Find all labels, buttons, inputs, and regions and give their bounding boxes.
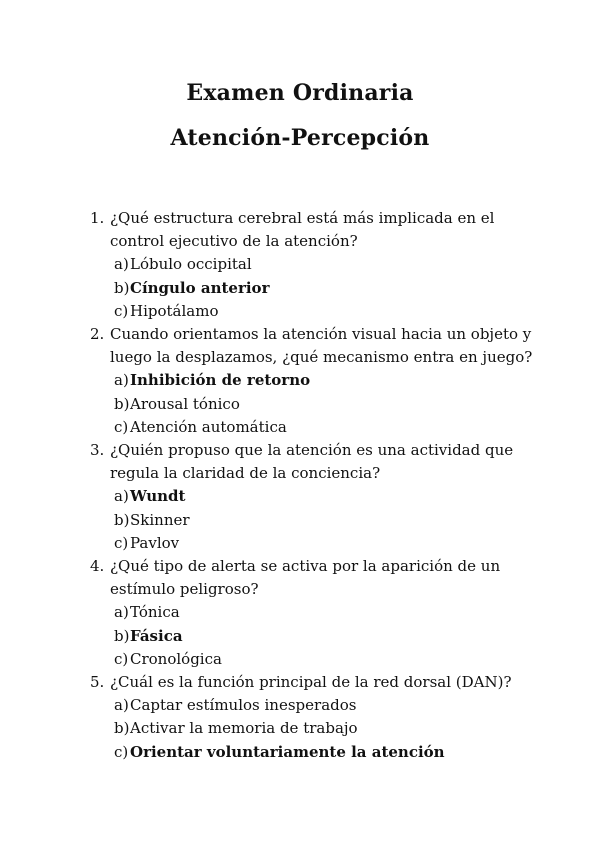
question-item — [90, 323, 550, 439]
question-item — [90, 207, 550, 323]
option-letter: a) — [114, 696, 129, 715]
option-letter: c) — [114, 533, 129, 552]
answer-option-correct — [110, 625, 550, 648]
option-text: Lóbulo occipital — [130, 255, 252, 274]
answer-option — [110, 601, 550, 624]
option-letter: c) — [114, 649, 129, 668]
option-letter: b) — [114, 278, 130, 297]
answer-option-correct — [110, 369, 550, 392]
question-number: 1. — [90, 209, 105, 227]
option-letter: c) — [114, 417, 129, 436]
option-text: Inhibición de retorno — [130, 371, 311, 390]
option-text: Orientar voluntariamente la atención — [130, 742, 445, 761]
option-text: Captar estímulos inesperados — [130, 696, 357, 715]
option-letter: a) — [114, 255, 129, 274]
question-number: 2. — [90, 325, 105, 344]
option-text: Cíngulo anterior — [130, 278, 270, 297]
question-text: ¿Qué estructura cerebral está más implicada en el control ejecutivo de la atención? — [110, 209, 495, 251]
answer-option-correct — [110, 741, 550, 764]
answer-option — [110, 416, 550, 439]
option-text: Atención automática — [130, 417, 287, 436]
answer-option — [110, 393, 550, 416]
question-text: Cuando orientamos la atención visual hacia un objeto y luego la desplazamos, ¿qué mecanismo entra en juego? — [110, 325, 533, 367]
option-letter: b) — [114, 626, 130, 645]
question-number: 5. — [90, 673, 105, 692]
option-letter: a) — [114, 603, 129, 622]
option-letter: c) — [114, 742, 129, 761]
option-text: Wundt — [130, 487, 186, 506]
option-text: Pavlov — [130, 533, 180, 552]
answer-option — [110, 717, 550, 740]
answer-option — [110, 648, 550, 671]
option-letter: a) — [114, 487, 129, 506]
question-item — [90, 439, 550, 555]
question-list — [90, 207, 550, 764]
answer-option — [110, 509, 550, 532]
option-text: Activar la memoria de trabajo — [130, 719, 358, 738]
answer-option-correct — [110, 485, 550, 508]
option-text: Skinner — [130, 510, 190, 529]
option-text: Hipotálamo — [130, 301, 219, 320]
option-text: Arousal tónico — [130, 394, 240, 413]
document-subtitle: Atención-Percepción — [170, 125, 430, 151]
answer-option — [110, 253, 550, 276]
question-item — [90, 555, 550, 671]
option-text: Cronológica — [130, 649, 222, 668]
option-text: Fásica — [130, 626, 183, 645]
answer-option — [110, 300, 550, 323]
option-letter: b) — [114, 394, 130, 413]
option-text: Tónica — [130, 603, 180, 622]
document-title: Examen Ordinaria — [186, 80, 414, 106]
question-number: 4. — [90, 557, 105, 576]
option-letter: b) — [114, 719, 130, 738]
question-text: ¿Cuál es la función principal de la red dorsal (DAN)? — [110, 673, 512, 692]
question-text: ¿Qué tipo de alerta se activa por la aparición de un estímulo peligroso? — [110, 557, 501, 599]
answer-option — [110, 694, 550, 717]
answer-option-correct — [110, 277, 550, 300]
question-text: ¿Quién propuso que la atención es una actividad que regula la claridad de la conciencia? — [110, 441, 514, 483]
option-letter: c) — [114, 301, 129, 320]
question-number: 3. — [90, 441, 105, 460]
option-letter: a) — [114, 371, 129, 390]
answer-option — [110, 532, 550, 555]
question-item — [90, 671, 550, 764]
option-letter: b) — [114, 510, 130, 529]
